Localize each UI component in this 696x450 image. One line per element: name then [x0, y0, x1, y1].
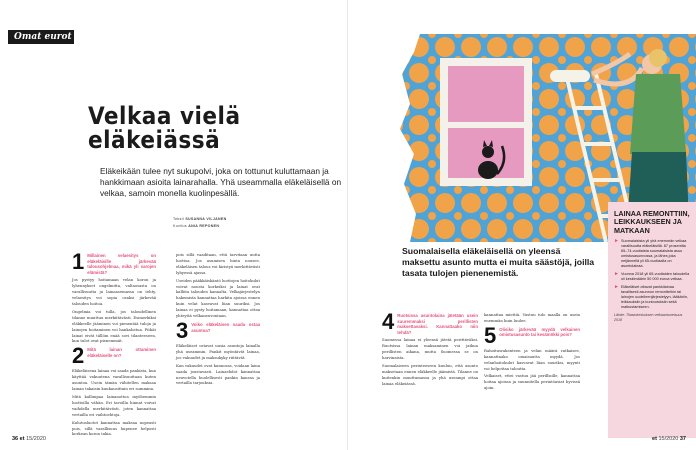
bullet-icon: ►	[614, 271, 619, 278]
sidebar-box	[608, 202, 696, 438]
body-paragraph: Ongelmia voi tulla, jos taloudellinen tilanne muuttuu merkittävästi. Esimerkiksi eläkkeelle jääminen voi pienentää tuloja ja lainojen hoitaminen voi hankaloitua. Pitkät lainat eivät tällöin enää sovi tilanteeseen, kun tulot ovat pienemmät.	[72, 308, 156, 344]
credit-photo-label: Kuvitus	[173, 223, 187, 228]
body-paragraph: Eläkeläiset ostavat uusia asuntoja lainalla yhä useammin. Pankit myöntävät lainaa, jos vakuudet ja maksukyky riittävät.	[176, 342, 260, 360]
footer-left	[12, 436, 46, 442]
question-block-3	[176, 317, 260, 343]
question-number-2: 2	[72, 343, 85, 369]
body-paragraph: Suomessa lainaa ei yleensä jätetä perittäväksi. Ruotsissa lainan maksaminen voi jatkua perillisten aikana, mutta Suomessa se on harvinaista.	[382, 337, 478, 361]
pull-quote: Suomalaisella eläkeläisellä on yleensä maksettu asunto mutta ei muita säästöjä, joilla tasata tulojen pienenemistä.	[402, 246, 595, 278]
sidebar-item	[614, 239, 690, 269]
question-block-5	[484, 322, 580, 348]
sidebar-item-text: Vuonna 2018 yli 65-vuotiaiden taloudella oli keskimäärin 50 000 euroa velkaa.	[620, 272, 690, 282]
window-sill	[440, 122, 532, 128]
question-2: Mitä lainan ottaminen eläkeläiselle on?	[87, 347, 156, 358]
body-paragraph: Suomalaiseen perinteeseen kuuluu, että asunto maksetaan ennen eläkkeelle jäämistä. Tilanne on kuitenkin muuttumassa ja yhä useampi ottaa lainaa eläkeiässä.	[382, 363, 478, 386]
question-4: Ruotsissa asuntolaina jätetään usein suuremmaksi perillisten maksettavaksi. Kannattaako niin tehdä?	[397, 313, 478, 335]
question-3: Voiko eläkeläisen saada ostaa asuntoa?	[191, 321, 260, 333]
question-block-1	[72, 249, 156, 275]
body-paragraph: Velkaiset, ettei vastuu jää perillisille, kannattaa hoitaa ajoissa ja suunnitella perintöasiat hyvissä ajoin.	[484, 373, 580, 391]
question-number-5: 5	[484, 322, 497, 348]
question-number-3: 3	[176, 317, 189, 343]
question-block-4	[382, 309, 478, 335]
body-paragraph: Rahoitusrakenteen ja velan määrä ratkaisee, kannattaako omaisuutta myydä. Jos velanhoitokulut kasvavat liian suuriksi, myynti voi helpottaa taloutta.	[484, 347, 580, 371]
credits	[173, 216, 333, 229]
sidebar-title: LAINAA REMONTTIIN, LEIKKAUKSEEN JA MATKAAN	[614, 209, 690, 235]
issue-left: 15/2020	[26, 436, 46, 442]
headline-line-1: Velkaa vielä	[88, 102, 241, 130]
page-number-left: 36	[12, 436, 19, 442]
body-column-4	[484, 312, 580, 393]
brand-right: et	[652, 436, 657, 442]
body-paragraph: pois sillä vaaditaan, että tarvitaan uutta luottoa. Jos asumisen hinta nousee, eläkeläisen talous voi kiristyä merkittävästi lyhyessä ajassa.	[176, 252, 260, 275]
body-paragraph: Kun vakuudet ovat kunnossa, voidaan laina saada joustavasti. Lainaehdot kannattaa neuvotella huolellisesti pankin kanssa ja vertailla tarjouksia.	[176, 362, 260, 386]
issue-right: 15/2020	[658, 436, 679, 442]
question-5: Olisiko järkevää myydä velkainen omistusasunto tai kesämökki pois?	[499, 326, 580, 338]
brand-left: et	[19, 436, 25, 442]
question-number-4: 4	[382, 309, 395, 334]
credit-photo-author: ANIA REPONEN	[188, 223, 220, 228]
body-paragraph: Jos pystyy hoitamaan velan koron ja lyhennykset ongelmitta, valtaosasta on varallisuutta ja lainaasemassa on tehty, velaesitys voi sopia osaksi järkevää talouden hoitoa.	[72, 277, 156, 306]
bullet-icon: ►	[614, 238, 619, 245]
headline	[88, 104, 348, 152]
sidebar-item-text: Eläkeläiset ottavat pankkilainaa tavallisesti asunnon remontteihin tai lainojen uudelleenjärjestelyyn, lääkäriin, leikkauksiin ja kuntoutuksiin sekä matkustamiseen.	[620, 285, 688, 310]
body-column-1	[72, 249, 156, 439]
sidebar-item	[614, 272, 690, 282]
sidebar-item	[614, 285, 690, 310]
credit-text-label: Teksti	[173, 217, 184, 221]
headline-line-2: eläkeiässä	[88, 126, 221, 154]
page-number-right: 37	[679, 436, 686, 442]
question-block-2	[72, 343, 156, 369]
lead-paragraph: Eläkeikään tulee nyt sukupolvi, joka on tottunut kuluttamaan ja hankkimaan asioita lainarahalla. Yhä useammalla eläkeläisellä on velkaa, samoin monella kuolinpesällä.	[100, 166, 342, 198]
wallpaper-roll	[550, 70, 590, 82]
body-paragraph: kannattaa miettiä. Vastuu tulo maalla on usein enemmän kuin luulee.	[484, 312, 580, 323]
body-paragraph: Kulutusluotot kannattaa maksaa nopeasti pois, sillä varallisuus hupenee helposti korkean koron takia.	[72, 419, 156, 437]
body-column-3	[382, 309, 478, 389]
question-1: Millainen velaesitys on eläkeläisille järkevää talousohjelmaa, mikä yli varojen elämistä?	[87, 253, 156, 275]
sidebar-item-text: Suomalaisista yli yhä enemmän velkaa varallisuutta eläkeläisillä. 87 prosenttia 65–74-vuotiaista suomalaisista asuu omistusasunnossa, ja lähes joka neljännellä yli 65-vuotiaalla on asuntolainaa.	[620, 239, 687, 269]
sidebar-source: Lähde: Tilastokeskuksen velkaantuneisuus 2018	[614, 313, 683, 323]
footer-right	[652, 436, 686, 442]
question-number-1: 1	[72, 249, 85, 274]
body-paragraph: Eläkeläisena lainaa voi saada pankista, kun käyttää vakuutena varallisuuttaan kuten asuntoa. Usein tämän vähitellen maksaa lainan takaisin kuukausittain eri summina.	[72, 368, 156, 392]
credit-text-author: SUSANNA VILJANEN	[185, 217, 227, 221]
section-tab: Omat eurot	[8, 30, 74, 44]
bullet-icon: ►	[614, 284, 619, 291]
body-paragraph: Mitä kallimpaa lainanottoa myöhemmin luottoilla vähän. Eri tavoilla hinnat voivat vaihdella merkittävästi, joten kannattaa vertailla eri vaihtoehtoja.	[72, 393, 156, 417]
body-column-2	[176, 252, 260, 388]
body-paragraph: Useiden pääkkäiskäntö luottojen hoitokulut voivat nousta korkeiksi ja lainat ovat kalliita talouden kannalta. Velkajärjestelyn hakemista kannattaa harkita ajoissa ennen kuin velat kasvavat liian suuriksi. Jos lainaa ei pysty hoitamaan, kannattaa ottaa yhteyttä velkaneuvontaan.	[176, 277, 261, 319]
